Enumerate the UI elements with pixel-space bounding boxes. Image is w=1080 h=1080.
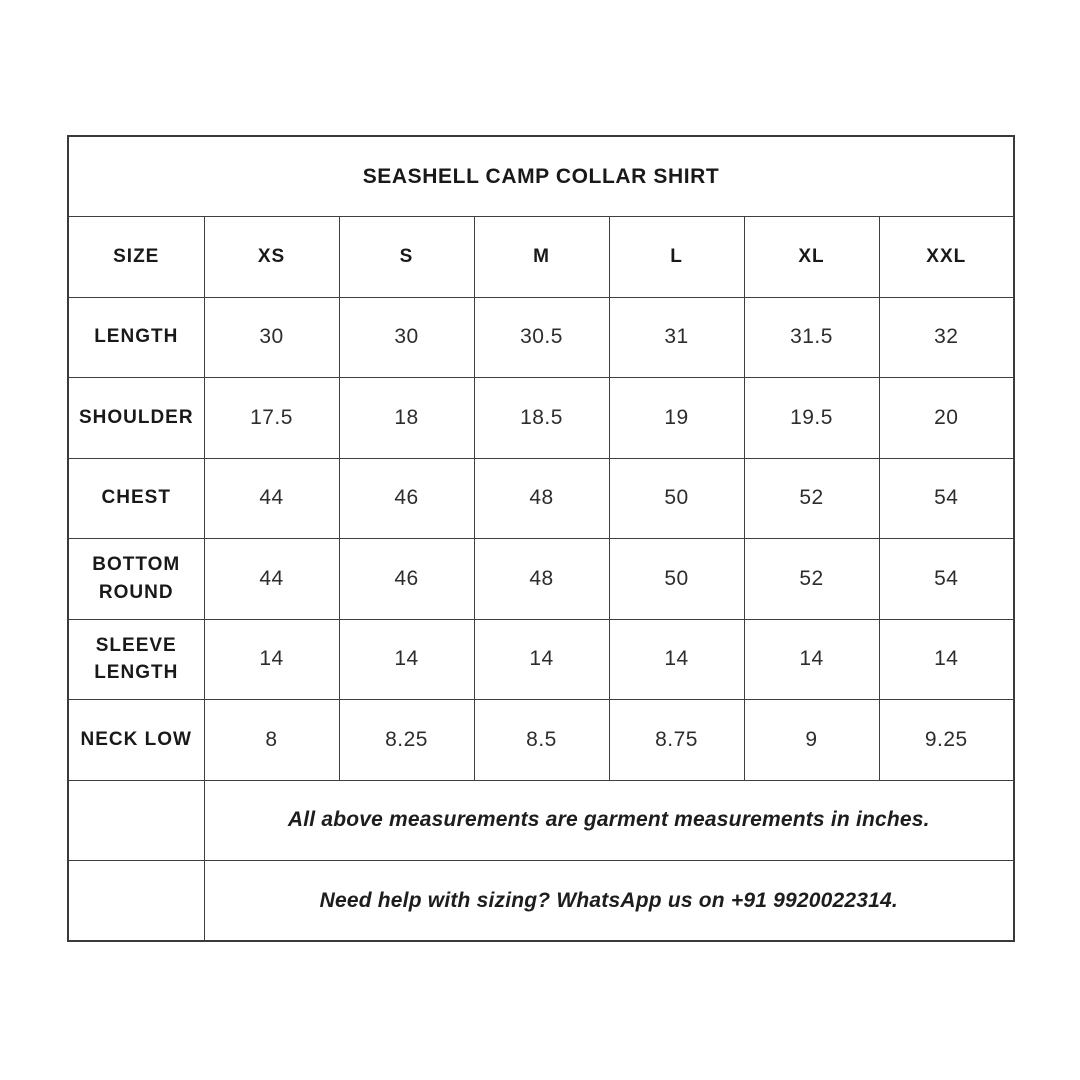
cell-value: 52 bbox=[744, 458, 879, 539]
table-row-bottom-round bbox=[68, 539, 1014, 620]
cell-value: 19.5 bbox=[744, 378, 879, 459]
column-header-size: SIZE bbox=[68, 217, 204, 298]
row-label: BOTTOM ROUND bbox=[68, 539, 204, 620]
cell-value: 14 bbox=[204, 619, 339, 700]
cell-value: 46 bbox=[339, 539, 474, 620]
cell-value: 50 bbox=[609, 458, 744, 539]
cell-value: 52 bbox=[744, 539, 879, 620]
row-label: SHOULDER bbox=[68, 378, 204, 459]
cell-value: 54 bbox=[879, 539, 1014, 620]
title-row bbox=[68, 136, 1014, 217]
cell-value: 17.5 bbox=[204, 378, 339, 459]
column-header-l: L bbox=[609, 217, 744, 298]
column-header-s: S bbox=[339, 217, 474, 298]
measurements-note: All above measurements are garment measurements in inches. bbox=[204, 780, 1014, 861]
row-label: LENGTH bbox=[68, 297, 204, 378]
column-header-xl: XL bbox=[744, 217, 879, 298]
header-row bbox=[68, 217, 1014, 298]
table-row-shoulder bbox=[68, 378, 1014, 459]
cell-value: 50 bbox=[609, 539, 744, 620]
cell-value: 30.5 bbox=[474, 297, 609, 378]
cell-value: 44 bbox=[204, 458, 339, 539]
table-row-length bbox=[68, 297, 1014, 378]
cell-value: 48 bbox=[474, 458, 609, 539]
cell-value: 48 bbox=[474, 539, 609, 620]
row-label: NECK LOW bbox=[68, 700, 204, 781]
cell-value: 32 bbox=[879, 297, 1014, 378]
table-row-sleeve-length bbox=[68, 619, 1014, 700]
sizing-help-note: Need help with sizing? WhatsApp us on +91 9920022314. bbox=[204, 861, 1014, 942]
cell-value: 18.5 bbox=[474, 378, 609, 459]
cell-value: 9.25 bbox=[879, 700, 1014, 781]
column-header-xs: XS bbox=[204, 217, 339, 298]
cell-value: 20 bbox=[879, 378, 1014, 459]
note-row-measurements bbox=[68, 780, 1014, 861]
cell-value: 14 bbox=[744, 619, 879, 700]
cell-value: 19 bbox=[609, 378, 744, 459]
cell-value: 30 bbox=[204, 297, 339, 378]
cell-value: 31 bbox=[609, 297, 744, 378]
cell-value: 14 bbox=[339, 619, 474, 700]
cell-value: 30 bbox=[339, 297, 474, 378]
size-chart-table bbox=[67, 135, 1015, 942]
chart-title: SEASHELL CAMP COLLAR SHIRT bbox=[68, 136, 1014, 217]
empty-cell bbox=[68, 780, 204, 861]
cell-value: 8.75 bbox=[609, 700, 744, 781]
cell-value: 54 bbox=[879, 458, 1014, 539]
cell-value: 46 bbox=[339, 458, 474, 539]
column-header-xxl: XXL bbox=[879, 217, 1014, 298]
cell-value: 44 bbox=[204, 539, 339, 620]
cell-value: 8.25 bbox=[339, 700, 474, 781]
row-label: CHEST bbox=[68, 458, 204, 539]
cell-value: 8 bbox=[204, 700, 339, 781]
cell-value: 14 bbox=[609, 619, 744, 700]
column-header-m: M bbox=[474, 217, 609, 298]
cell-value: 14 bbox=[474, 619, 609, 700]
cell-value: 31.5 bbox=[744, 297, 879, 378]
table-row-neck-low bbox=[68, 700, 1014, 781]
note-row-sizing-help bbox=[68, 861, 1014, 942]
row-label: SLEEVE LENGTH bbox=[68, 619, 204, 700]
cell-value: 14 bbox=[879, 619, 1014, 700]
cell-value: 9 bbox=[744, 700, 879, 781]
cell-value: 8.5 bbox=[474, 700, 609, 781]
table-row-chest bbox=[68, 458, 1014, 539]
empty-cell bbox=[68, 861, 204, 942]
cell-value: 18 bbox=[339, 378, 474, 459]
